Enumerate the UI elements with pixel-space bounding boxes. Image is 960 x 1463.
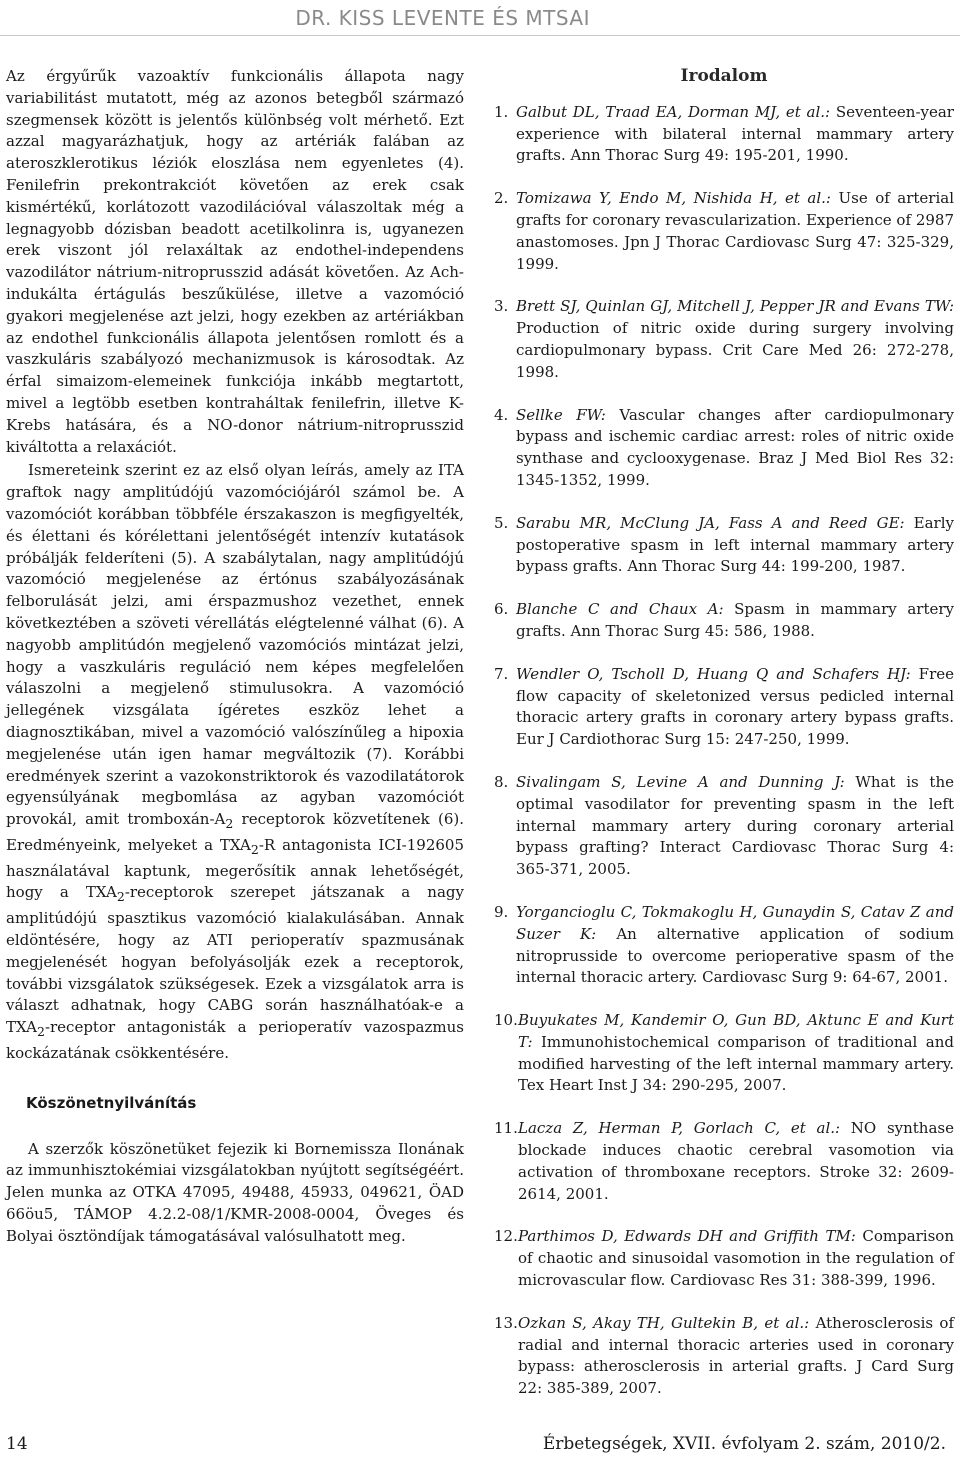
subscript: 2: [250, 841, 259, 857]
acknowledgement-text: A szerzők köszönetüket fejezik ki Bornemissza Ilonának az immunhisztokémiai vizsgálatokban nyújtott segítségéért. Jelen munka az OTKA 47095, 49488, 45933, 049621, ÖAD 66öu5, TÁMOP 4.2.2-08/1/KMR-2008-0004, Öveges és Bolyai ösztöndíjak támogatásával valósulhatott meg.: [6, 1139, 464, 1245]
reference-number: 5.: [494, 513, 509, 532]
reference-text: Production of nitric oxide during surgery involving cardiopulmonary bypass. Crit Care Med 26: 272-278, 1998.: [516, 319, 954, 381]
subscript: 2: [36, 1024, 45, 1040]
reference-number: 13.: [494, 1313, 518, 1332]
acknowledgement-heading: Köszönetnyilvánítás: [26, 1093, 197, 1112]
reference-item: [494, 772, 954, 881]
reference-text: Free flow capacity of skeletonized versus pedicled internal thoracic artery grafts in coronary artery bypass grafts. Eur J Cardiothorac Surg 15: 247-250, 1999.: [516, 664, 954, 749]
body-text: receptorok közvetítenek (6). Eredményeink, melyeket a TXA: [6, 810, 464, 854]
reference-number: 8.: [494, 772, 509, 791]
subscript: 2: [116, 889, 125, 905]
running-head: DR. KISS LEVENTE ÉS MTSAI: [295, 6, 590, 30]
body-text: -receptorok szerepet játszanak a nagy amplitúdójú spasztikus vazomóció kialakulásában. Annak eldöntésére, hogy az ATI perioperatív spazmusának megjelenését hogyan befolyásolják ezek a receptorok, további vizsgálatok szükségesek. Ezek a vizsgálatok arra is választ adhatnak, hogy CABG során használhatóak-e a TXA: [6, 883, 464, 1037]
reference-text: Spasm in mammary artery grafts. Ann Thorac Surg 45: 586, 1988.: [516, 600, 954, 640]
reference-list: [494, 102, 954, 1400]
reference-item: [494, 1010, 954, 1097]
reference-authors: Galbut DL, Traad EA, Dorman MJ, et al.:: [516, 102, 831, 121]
reference-authors: Sarabu MR, McClung JA, Fass A and Reed GE:: [516, 513, 905, 532]
reference-authors: Brett SJ, Quinlan GJ, Mitchell J, Pepper JR and Evans TW:: [516, 297, 954, 316]
reference-item: [494, 513, 954, 578]
reference-text: NO synthase blockade induces chaotic cerebral vasomotion via activation of thromboxane receptors. Stroke 32: 2609-2614, 2001.: [518, 1119, 954, 1203]
reference-authors: Yorgancioglu C, Tokmakoglu H, Gunaydin S, Catav Z and Suzer K:: [516, 902, 954, 943]
subscript: 2: [225, 816, 234, 832]
reference-authors: Blanche C and Chaux A:: [516, 600, 724, 619]
right-column: [494, 66, 954, 1421]
reference-number: 9.: [494, 902, 509, 921]
reference-item: [494, 664, 954, 751]
reference-authors: Lacza Z, Herman P, Gorlach C, et al.:: [518, 1119, 841, 1138]
reference-number: 10.: [494, 1011, 518, 1030]
reference-number: 1.: [494, 102, 509, 121]
reference-text: Use of arterial grafts for coronary revascularization. Experience of 2987 anastomoses. Jpn J Thorac Cardiovasc Surg 47: 325-329, 1999.: [516, 189, 954, 273]
reference-authors: Ozkan S, Akay TH, Gultekin B, et al.:: [518, 1313, 810, 1332]
reference-text: Early postoperative spasm in left internal mammary artery bypass grafts. Ann Thorac Surg 44: 199-200, 1987.: [516, 513, 954, 576]
body-paragraph-1: Az érgyűrűk vazoaktív funkcionális állapota nagy variabilitást mutatott, még az azonos betegből származó szegmensek között is jelentős különbség volt mérhető. Ezt azzal magyarázhatjuk, hogy az artériák falában az ateroszklerotikus léziók eloszlása nem egyenletes (4). Fenilefrin prekontrakciót követően az erek csak kismértékű, korlátozott vazodilációval válaszoltak még a legnagyobb dózisban beadott acetilkolinra is, ugyanezen erek viszont jól relaxáltak az endothel-independens vazodilátor nátrium-nitroprusszid adását követően. Az Ach-indukálta értágulás beszűkülése, illetve a vazomóció gyakori megjelenése azt jelzi, hogy ezekben az artériákban az endothel funkcionális állapota jelentősen romlott és a vaszkuláris szabályozó mechanizmusok is károsodtak. Az érfal simaizom-elemeinek funkciója inkább megtartott, mivel a legtöbb esetben kontraháltak fenilefrin, illetve K-Krebs hatására, és a NO-donor nátrium-nitroprusszid kiváltotta a relaxációt.: [6, 67, 464, 456]
reference-text: What is the optimal vasodilator for preventing spasm in the left internal mammary artery during coronary arterial bypass grafting? Interact Cardiovasc Thorac Surg 4: 365-371, 2005.: [516, 772, 954, 879]
left-column: [6, 66, 464, 1248]
reference-number: 12.: [494, 1227, 518, 1246]
reference-item: [494, 1118, 954, 1205]
body-text: Ismereteink szerint ez az első olyan leírás, amely az ITA graftok nagy amplitúdójú vazomóciójáról számol be. A vazomóciót korábban többféle érszakaszon is megfigyelték, és élettani és kórélettani jelentőségét intenzív kutatások próbálják felderíteni (5). A szabálytalan, nagy amplitúdójú vazomóció megjelenése az értónus szabályozásának felborulását jelzi, ami érspazmushoz vezethet, ennek következtében a szöveti vérellátás elégtelenné válhat (6). A nagyobb amplitúdón megjelenő vazomóciós mintázat jelzi, hogy a vaszkuláris reguláció nem képes megfelelően válaszolni a megjelenő stimulusokra. A vazomóció jellegének vizsgálata ígéretes eszköz lehet a diagnosztikában, mivel a vazomóció valószínűleg a hipoxia megjelenése után igen hamar megváltozik (7). Korábbi eredmények szerint a vazokonstriktorok és vazodilatátorok egyensúlyának megbomlása az agyban vazomóciót provokál, amit tromboxán-A: [6, 461, 464, 829]
reference-number: 7.: [494, 664, 509, 683]
reference-text: Seventeen-year experience with bilateral internal mammary artery grafts. Ann Thorac Surg 49: 195-201, 1990.: [516, 102, 954, 165]
reference-text: Vascular changes after cardiopulmonary bypass and ischemic cardiac arrest: roles of nitric oxide synthase and cyclooxygenase. Braz J Med Biol Res 32: 1345-1352, 1999.: [516, 405, 955, 489]
header-rule: [0, 35, 960, 36]
reference-item: [494, 296, 954, 383]
reference-authors: Sellke FW:: [516, 405, 606, 424]
reference-item: [494, 902, 954, 989]
reference-authors: Sivalingam S, Levine A and Dunning J:: [516, 772, 845, 791]
reference-item: [494, 102, 954, 167]
reference-number: 11.: [494, 1119, 518, 1138]
reference-number: 6.: [494, 600, 509, 619]
reference-number: 4.: [494, 405, 509, 424]
reference-authors: Buyukates M, Kandemir O, Gun BD, Aktunc E and Kurt T:: [518, 1011, 954, 1051]
body-text: -R antagonista ICI-192605 használatával kaptunk, megerősítik annak lehetőségét, hogy a TXA: [6, 835, 465, 902]
reference-item: [494, 599, 954, 643]
body-text: -receptor antagonisták a perioperatív vazospazmus kockázatának csökkentésére.: [6, 1018, 464, 1063]
references-heading: Irodalom: [680, 66, 768, 86]
reference-authors: Parthimos D, Edwards DH and Griffith TM:: [518, 1227, 856, 1246]
reference-authors: Tomizawa Y, Endo M, Nishida H, et al.:: [516, 189, 831, 208]
reference-text: Immunohistochemical comparison of traditional and modified harvesting of the left internal mammary artery. Tex Heart Inst J 34: 290-295, 2007.: [518, 1032, 954, 1095]
reference-text: An alternative application of sodium nitroprusside to overcome perioperative spasm of the internal thoracic artery. Cardiovasc Surg 9: 64-67, 2001.: [516, 924, 954, 987]
reference-text: Comparison of chaotic and sinusoidal vasomotion in the regulation of microvascular flow. Cardiovasc Res 31: 388-399, 1996.: [518, 1227, 954, 1290]
body-paragraph-2: [6, 460, 464, 1065]
reference-text: Atherosclerosis of radial and internal thoracic arteries used in coronary bypass: atherosclerosis in arterial grafts. J Card Surg 22: 385-389, 2007.: [518, 1313, 955, 1398]
reference-number: 2.: [494, 189, 509, 208]
reference-authors: Wendler O, Tscholl D, Huang Q and Schafers HJ:: [516, 664, 911, 683]
reference-number: 3.: [494, 297, 509, 316]
reference-item: [494, 1313, 954, 1400]
journal-footer: Érbetegségek, XVII. évfolyam 2. szám, 2010/2.: [542, 1434, 946, 1454]
reference-item: [494, 1226, 954, 1291]
reference-item: [494, 405, 954, 492]
page-number: 14: [6, 1434, 28, 1454]
reference-item: [494, 188, 954, 275]
